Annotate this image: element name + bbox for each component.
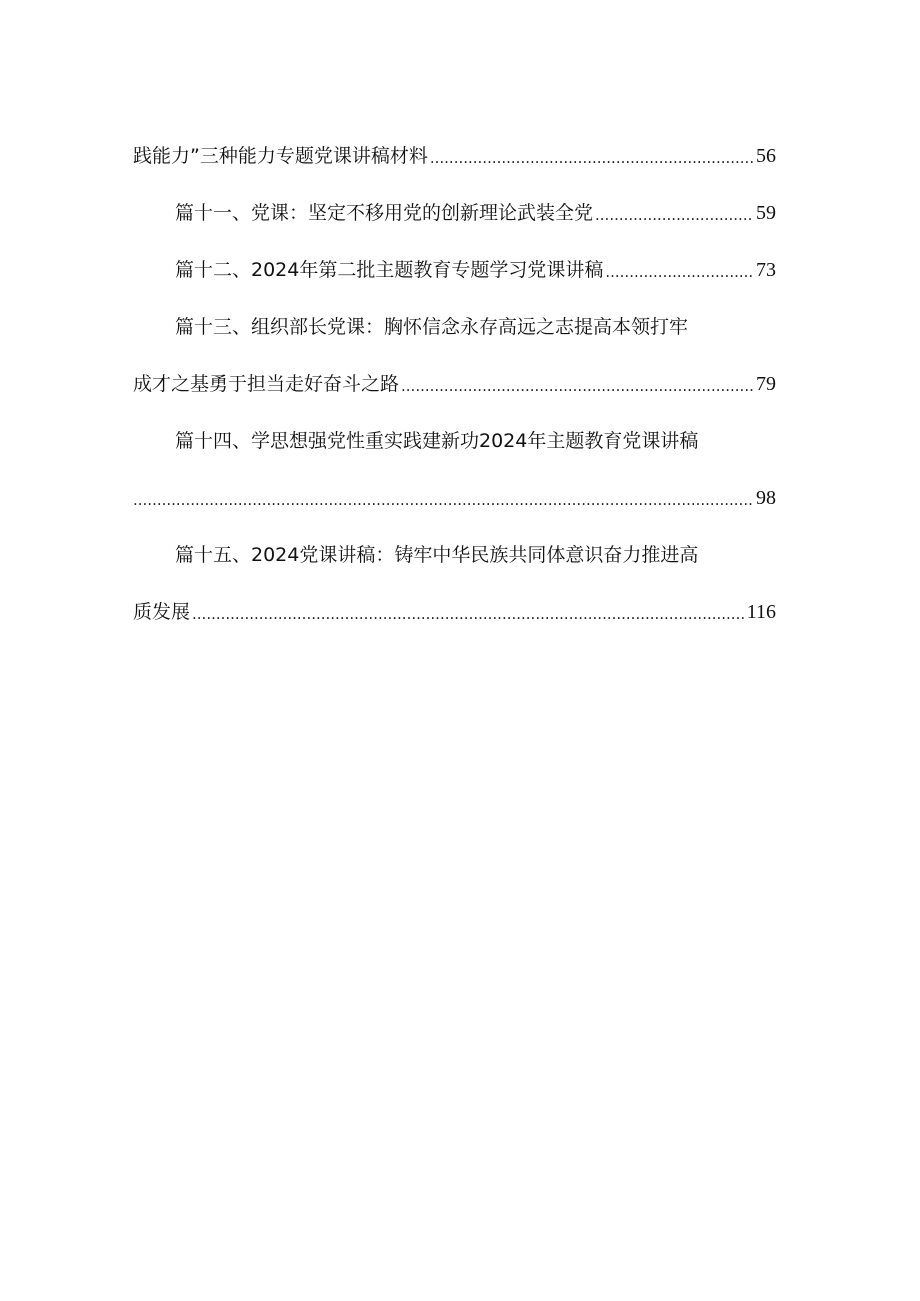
toc-page-number: 98 bbox=[756, 487, 776, 509]
toc-dot-leader bbox=[192, 586, 745, 643]
toc-entry[interactable] bbox=[133, 242, 776, 299]
toc-entry[interactable] bbox=[133, 299, 776, 356]
toc-entry-title: 篇十五、2024党课讲稿：铸牢中华民族共同体意识奋力推进高 bbox=[175, 544, 699, 566]
toc-page-number: 56 bbox=[756, 145, 776, 167]
toc-dot-leader bbox=[430, 130, 754, 187]
toc-entry-title: 质发展 bbox=[133, 601, 191, 623]
toc-entry-title: 篇十一、党课：坚定不移用党的创新理论武装全党 bbox=[175, 202, 594, 224]
toc-entry-title: 成才之基勇于担当走好奋斗之路 bbox=[133, 373, 400, 395]
toc-entry[interactable] bbox=[133, 470, 776, 527]
table-of-contents bbox=[133, 128, 776, 641]
toc-dot-leader bbox=[595, 187, 754, 244]
toc-dot-leader bbox=[605, 244, 754, 301]
toc-entry[interactable] bbox=[133, 356, 776, 413]
toc-entry-title: 篇十三、组织部长党课：胸怀信念永存高远之志提高本领打牢 bbox=[175, 316, 689, 338]
toc-entry[interactable] bbox=[133, 128, 776, 185]
toc-entry[interactable] bbox=[133, 584, 776, 641]
toc-dot-leader bbox=[401, 358, 754, 415]
toc-entry[interactable] bbox=[133, 413, 776, 470]
toc-entry-title: 篇十四、学思想强党性重实践建新功2024年主题教育党课讲稿 bbox=[175, 430, 699, 452]
toc-entry-title: 篇十二、2024年第二批主题教育专题学习党课讲稿 bbox=[175, 259, 604, 281]
toc-dot-leader bbox=[133, 472, 754, 529]
toc-page-number: 116 bbox=[746, 601, 776, 623]
toc-entry[interactable] bbox=[133, 185, 776, 242]
toc-page-number: 79 bbox=[756, 373, 776, 395]
toc-entry[interactable] bbox=[133, 527, 776, 584]
toc-page-number: 59 bbox=[756, 202, 776, 224]
toc-page-number: 73 bbox=[756, 259, 776, 281]
toc-entry-title: 践能力”三种能力专题党课讲稿材料 bbox=[133, 145, 428, 167]
